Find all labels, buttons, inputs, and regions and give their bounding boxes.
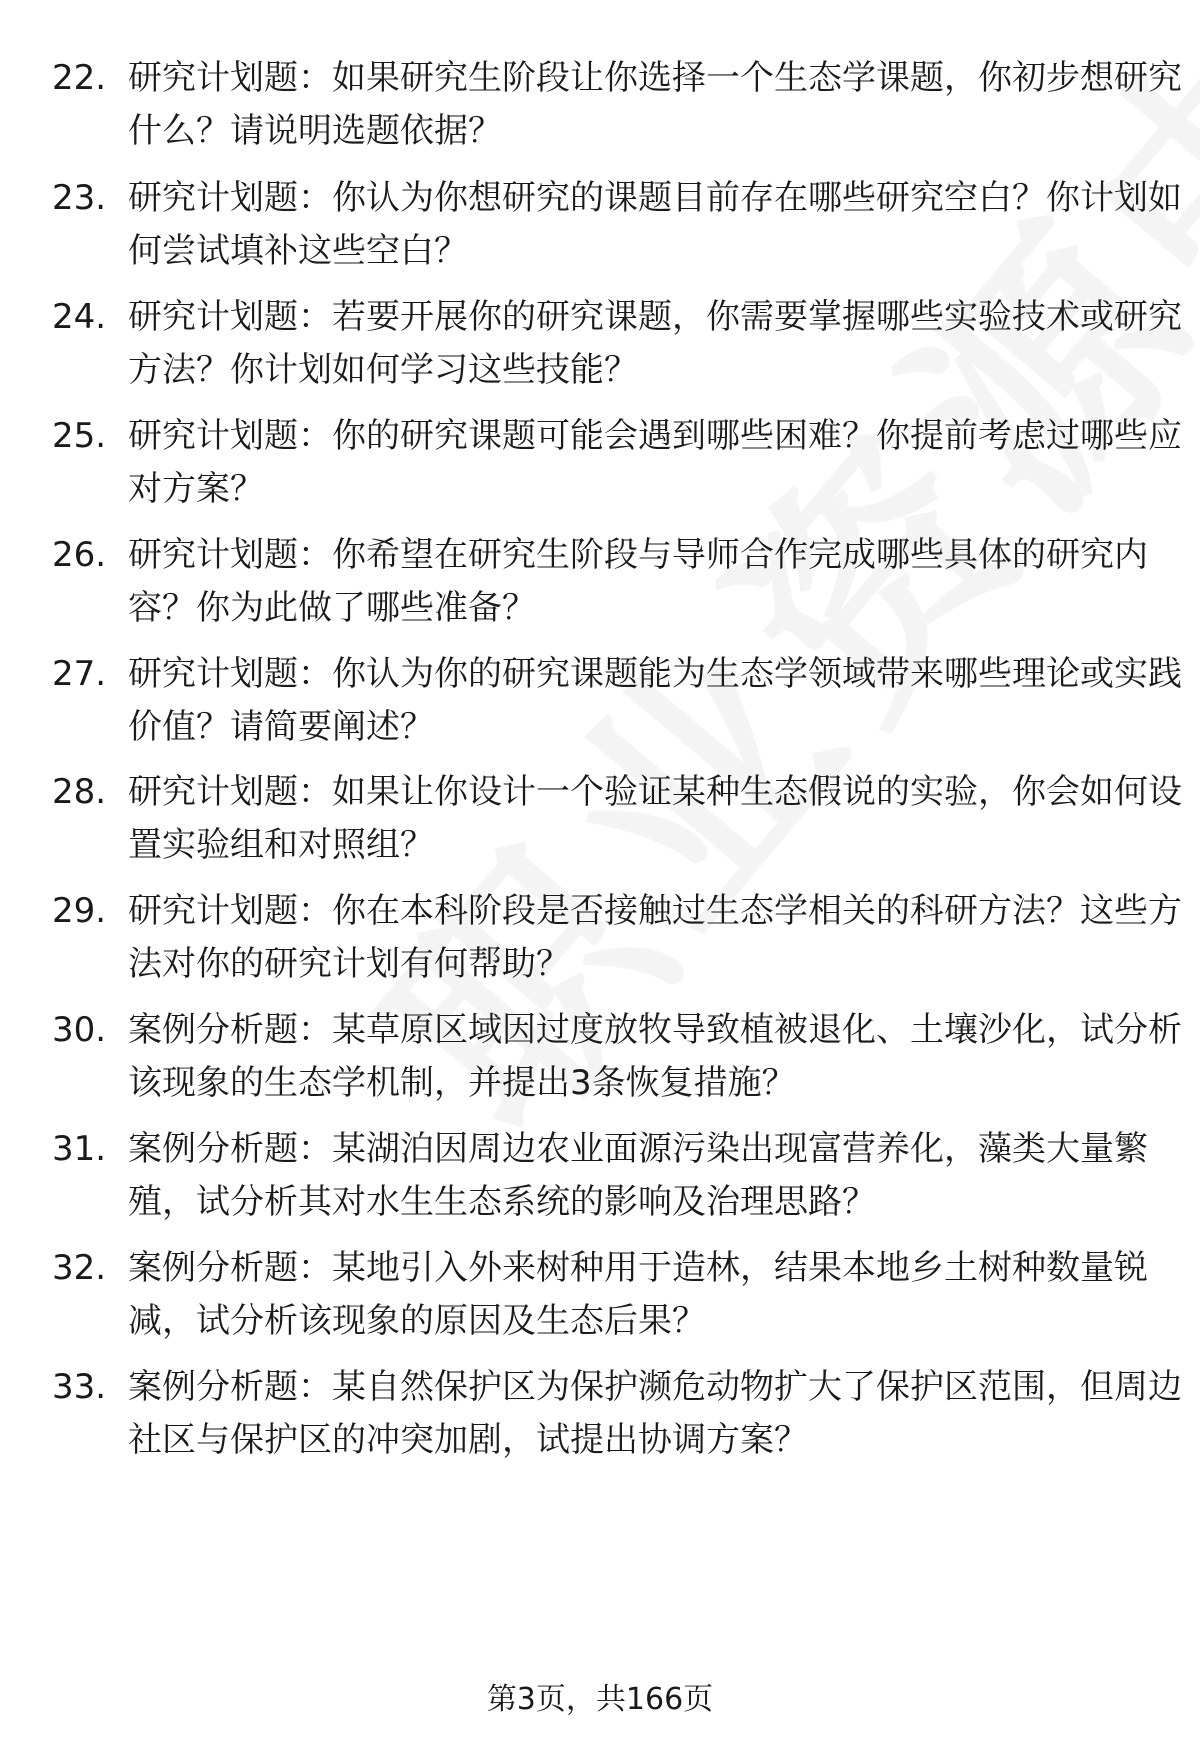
question-number: 27. bbox=[52, 654, 107, 694]
question-number: 29. bbox=[52, 891, 107, 931]
question-text: 研究计划题：你认为你想研究的课题目前存在哪些研究空白？你计划如何尝试填补这些空白？ bbox=[128, 178, 1182, 271]
question-number: 32. bbox=[52, 1248, 107, 1288]
question-text: 研究计划题：若要开展你的研究课题，你需要掌握哪些实验技术或研究方法？你计划如何学习这些技能？ bbox=[128, 297, 1182, 390]
question-text: 案例分析题：某地引入外来树种用于造林，结果本地乡土树种数量锐减，试分析该现象的原因及生态后果？ bbox=[128, 1248, 1148, 1341]
question-number: 23. bbox=[52, 178, 107, 218]
question-number: 25. bbox=[52, 416, 107, 456]
question-number: 31. bbox=[52, 1129, 107, 1169]
question-text: 研究计划题：你在本科阶段是否接触过生态学相关的科研方法？这些方法对你的研究计划有何帮助？ bbox=[128, 891, 1182, 984]
question-number: 24. bbox=[52, 297, 107, 337]
question-text: 案例分析题：某自然保护区为保护濒危动物扩大了保护区范围，但周边社区与保护区的冲突加剧，试提出协调方案？ bbox=[128, 1367, 1182, 1460]
question-text: 研究计划题：你希望在研究生阶段与导师合作完成哪些具体的研究内容？你为此做了哪些准备？ bbox=[128, 535, 1148, 628]
question-number: 33. bbox=[52, 1367, 107, 1407]
question-text: 研究计划题：如果让你设计一个验证某种生态假说的实验，你会如何设置实验组和对照组？ bbox=[128, 772, 1182, 865]
page-footer: 第3页，共166页 bbox=[486, 1682, 714, 1717]
question-text: 研究计划题：你的研究课题可能会遇到哪些困难？你提前考虑过哪些应对方案？ bbox=[128, 416, 1182, 509]
question-number: 26. bbox=[52, 535, 107, 575]
question-text: 研究计划题：你认为你的研究课题能为生态学领域带来哪些理论或实践价值？请简要阐述？ bbox=[128, 654, 1182, 747]
question-number: 30. bbox=[52, 1010, 107, 1050]
question-number: 22. bbox=[52, 58, 107, 98]
question-text: 案例分析题：某草原区域因过度放牧导致植被退化、土壤沙化，试分析该现象的生态学机制，并提出3条恢复措施？ bbox=[128, 1010, 1182, 1103]
question-text: 研究计划题：如果研究生阶段让你选择一个生态学课题，你初步想研究什么？请说明选题依据？ bbox=[128, 58, 1182, 151]
question-number: 28. bbox=[52, 772, 107, 812]
question-text: 案例分析题：某湖泊因周边农业面源污染出现富营养化，藻类大量繁殖，试分析其对水生生态系统的影响及治理思路？ bbox=[128, 1129, 1148, 1222]
